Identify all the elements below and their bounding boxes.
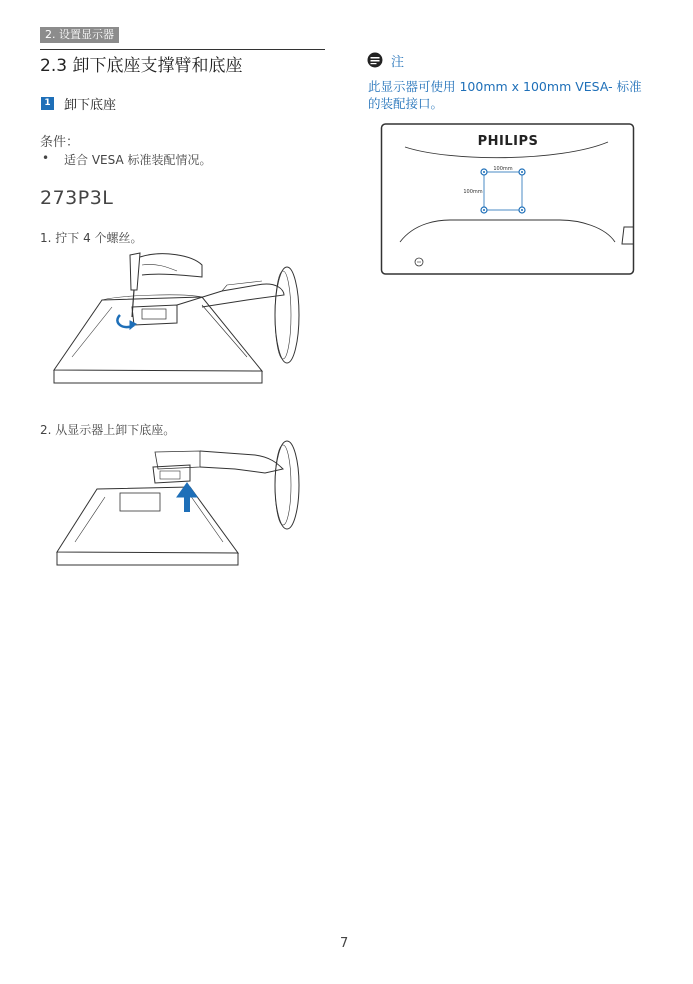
step-1-text: 1. 拧下 4 个螺丝。	[40, 231, 143, 245]
remove-base-illustration	[55, 437, 325, 572]
model-name: 273P3L	[40, 187, 114, 209]
condition-bullet: 适合 VESA 标准装配情况。	[64, 153, 212, 167]
vertical-dimension: 100mm	[463, 189, 483, 195]
brand-logo: PHILIPS	[477, 134, 539, 149]
chapter-header-tab: 2. 设置显示器	[40, 27, 119, 43]
vesa-screw-holes	[481, 169, 525, 213]
section-title: 2.3 卸下底座支撑臂和底座	[40, 56, 243, 76]
unscrew-screws-illustration	[52, 245, 322, 390]
vesa-mount-diagram	[380, 122, 636, 277]
conditions-label: 条件：	[40, 135, 80, 150]
horizontal-dimension: 100mm	[493, 166, 513, 172]
subsection-number-badge: 1	[41, 97, 54, 110]
step-2-text: 2. 从显示器上卸下底座。	[40, 423, 176, 437]
note-title: 注	[391, 55, 405, 70]
page-number: 7	[340, 936, 349, 951]
header-rule	[40, 49, 325, 50]
subsection-title: 卸下底座	[64, 98, 117, 113]
bullet-icon: •	[42, 151, 50, 165]
note-icon	[367, 52, 383, 68]
note-text: 此显示器可使用 100mm x 100mm VESA- 标准的装配接口。	[368, 79, 642, 111]
